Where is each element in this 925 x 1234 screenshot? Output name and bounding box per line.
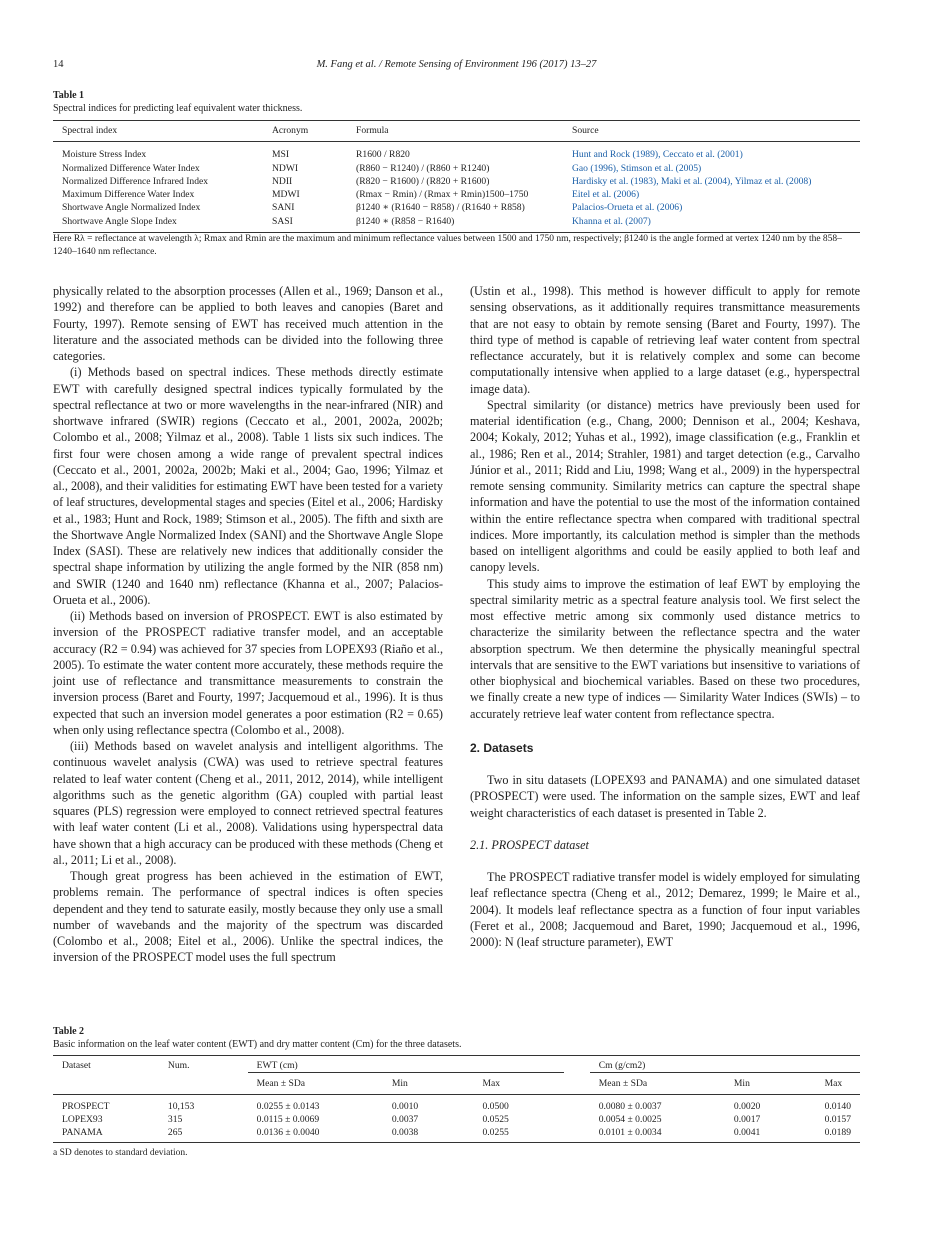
table-row	[53, 142, 860, 162]
table-cell: 0.0136 ± 0.0040	[248, 1126, 383, 1143]
table-cell: 0.0157	[824, 1113, 851, 1125]
table-row	[53, 188, 860, 201]
paragraph: physically related to the absorption processes (Allen et al., 1969; Danson et al., 1992) and therefore can be applied to both leaves and canopies (Baret and Fourty, 1997). Remote sensing of EWT has received much attention in the literature and the associated methods can be divided into the following three categories.	[53, 284, 443, 363]
table-cell-link[interactable]: Eitel et al. (2006)	[572, 189, 640, 201]
table-cell: Moisture Stress Index	[62, 149, 147, 161]
table-cell: (Rmax − Rmin) / (Rmax + Rmin)1500–1750	[356, 189, 529, 201]
table-row	[53, 215, 860, 233]
paragraph: This study aims to improve the estimation of leaf EWT by employing the spectral similarity metric as a spectral feature analysis tool. We first select the most effective metric among six commonly used distance metrics to characterize the similarity between the reflectance spectra and the water absorption spectrum. We then determine the physically meaningful spectral intervals that are sensitive to the EWT variations but insensitive to variations of other biophysical and biochemical variables. Based on these two procedures, we finally create a new type of indices — Similarity Water Indices (SWIs) – to accurately retrieve leaf water content from reflectance spectra.	[470, 576, 860, 721]
table-row	[53, 1126, 860, 1143]
table-cell: 0.0255	[473, 1126, 564, 1143]
table2-col-header: EWT (cm)	[248, 1056, 564, 1073]
paragraph: (i) Methods based on spectral indices. These methods directly estimate EWT with carefully designed spectral indices typically formulated by the spectral reflectance at two or more wavelengths in the near-infrared (NIR) and shortwave infrared (SWIR) regions (Ceccato et al., 2001, 2002a, 2002b; Colombo et al., 2008; Yilmaz et al., 2008). Table 1 lists six such indices. The first four were chosen among a wide range of prevalent spectral indices (Ceccato et al., 2001, 2002a, 2002b; Maki et al., 2004; Gao, 1996; Yilmaz et al., 2008), and their validities for estimating EWT have been tested for a variety of leaf structures, developmental stages and species (Eitel et al., 2006; Hardisky et al., 1983; Hunt and Rock, 1989; Stimson et al., 2005). The fifth and sixth are the Shortwave Angle Normalized Index (SANI) and the Shortwave Angle Slope Index (SASI). These are relatively new indices that additionally consider the spectral shape information by utilizing the angle formed by the NIR (858 nm) and SWIR (1240 and 1640 nm) reflectance (Khanna et al., 2007; Palacios-Orueta et al., 2006).	[53, 365, 443, 607]
table2-subheader: Mean ± SDa	[598, 1078, 648, 1090]
table-cell: PANAMA	[53, 1126, 159, 1143]
table-cell: SASI	[263, 215, 347, 233]
table-cell: NDII	[272, 175, 293, 187]
table1-col-header: Formula	[347, 121, 563, 142]
table2-gap	[564, 1073, 590, 1094]
table-cell: 0.0115 ± 0.0069	[256, 1113, 320, 1125]
table-cell: Normalized Difference Water Index	[62, 162, 200, 174]
paragraph: (iii) Methods based on wavelet analysis and intelligent algorithms. The continuous wavelet analysis (CWA) was used to retrieve spectral features related to leaf water content (Cheng et al., 2011, 2012, 2014), while intelligent algorithms such as the genetic algorithm (GA) coupled with partial least squares (PLS) regression were employed to connect retrieved spectral features with leaf water content (Li et al., 2008). Validations using hyperspectral data have shown that a high accuracy can be produced with these methods (Cheng et al., 2011; Li et al., 2008).	[53, 739, 443, 867]
table-cell: LOPEX93	[62, 1113, 103, 1125]
table-cell: 0.0010	[391, 1100, 419, 1112]
table-cell: 0.0500	[482, 1100, 509, 1112]
table-cell: R1600 / R820	[356, 149, 410, 161]
table1	[53, 120, 860, 233]
table-cell: 0.0140	[824, 1100, 851, 1112]
table-cell: 0.0189	[816, 1126, 860, 1143]
table-cell: 10,153	[167, 1100, 195, 1112]
table2-subheader: Max	[824, 1078, 843, 1090]
page-number: 14	[53, 59, 64, 70]
table-cell: 0.0020	[733, 1100, 761, 1112]
table-cell: PROSPECT	[62, 1100, 110, 1112]
table1-label: Table 1	[53, 90, 85, 101]
table-cell: Maximum Difference Water Index	[62, 189, 195, 201]
table-cell: 0.0080 ± 0.0037	[598, 1100, 662, 1112]
table-cell: 0.0525	[482, 1113, 509, 1125]
table-row	[53, 162, 860, 175]
table1-col-header: Acronym	[263, 121, 347, 142]
right-column	[470, 283, 860, 950]
table-cell: 0.0255 ± 0.0143	[256, 1100, 320, 1112]
paragraph: (ii) Methods based on inversion of PROSPECT. EWT is also estimated by inversion of the PROSPECT radiative transfer model, and an acceptable accuracy (R2 = 0.94) was achieved for 37 species from LOPEX93 (Riaño et al., 2005). To estimate the water content more accurately, these methods require the joint use of reflectance and transmittance measurements to constrain the inversion process (Baret and Fourty, 1997; Jacquemoud et al., 1996). It is thus expected that such an inversion model generates a poor estimation (R2 = 0.65) when only using reflectance spectra (Colombo et al., 2008).	[53, 609, 443, 737]
table-cell: 315	[167, 1113, 183, 1125]
table-row	[53, 1094, 860, 1113]
table1-header-row	[53, 121, 860, 142]
table-row	[53, 201, 860, 214]
paragraph: (Ustin et al., 1998). This method is however difficult to apply for remote sensing observations, as it additionally requires transmittance measurements that are not easy to obtain by remote sensing (Baret and Fourty, 1997). The third type of method is capable of retrieving leaf water content from spectral reflectance accurately, but it is relatively complex and some can become computationally intensive when applied to a large dataset (e.g., hyperspectral image data).	[470, 284, 860, 396]
table-cell: 0.0054 ± 0.0025	[598, 1113, 662, 1125]
table2-col-header: Cm (g/cm2)	[590, 1056, 860, 1073]
table2-subheader-row	[53, 1073, 860, 1094]
table1-col-header: Source	[563, 121, 860, 142]
table2-group-row	[53, 1056, 860, 1073]
paragraph: Spectral similarity (or distance) metrics have previously been used for material identification (e.g., Chang, 2000; Dennison et al., 2004; Keshava, 2004; Kokaly, 2012; Yuhas et al., 1992), image classification (e.g., Franklin et al., 1986; Ren et al., 2014; Strahler, 1981) and target detection (e.g., Carvalho Júnior et al., 2011; Ridd and Liu, 1998; Wang et al., 2009) in the hyperspectral remote sensing community. Similarity metrics can capture the spectral shape information and have the potential to use the most of the information contained within the entire reflectance spectra when compared with traditional spectral indices. More importantly, its calculation method is simpler than the methods based on intelligent algorithms and could be easily applied to both leaf and canopy levels.	[470, 397, 860, 575]
paragraph: Two in situ datasets (LOPEX93 and PANAMA) and one simulated dataset (PROSPECT) were used. The information on the sample sizes, EWT and leaf weight characteristics of each dataset is presented in Table 2.	[470, 773, 860, 820]
table-cell: (R860 − R1240) / (R860 + R1240)	[356, 162, 490, 174]
table-cell: NDWI	[272, 162, 299, 174]
table-row	[53, 1113, 860, 1126]
table1-note: Here Rλ = reflectance at wavelength λ; Rmax and Rmin are the maximum and minimum reflectance values between 1500 and 1750 nm, respectively; β1240 is the angle formed at vertex 1240 nm by the 858–1240–1640 nm reflectance.	[53, 234, 842, 257]
table2-subheader: Max	[482, 1078, 501, 1090]
table2-footnote: a SD denotes to standard deviation.	[53, 1148, 188, 1158]
paragraph: The PROSPECT radiative transfer model is widely employed for simulating leaf reflectance spectra (Cheng et al., 2012; Demarez, 1999; le Maire et al., 2004). It models leaf reflectance spectra as a function of four input variables (Feret et al., 2008; Jacquemoud and Baret, 1990; Jacquemoud et al., 1996, 2000): N (leaf structure parameter), EWT	[470, 870, 860, 949]
table2-label: Table 2	[53, 1026, 85, 1037]
table2-empty	[159, 1073, 248, 1094]
table-cell-link[interactable]: Khanna et al. (2007)	[563, 215, 860, 233]
table1-col-header: Spectral index	[53, 121, 263, 142]
paragraph: Though great progress has been achieved in the estimation of EWT, problems remain. The performance of spectral indices is often species dependent and they tend to saturate easily, mostly because they only use a small number of wavebands and the majority of the spectrum was discarded (Colombo et al., 2008; Eitel et al., 2006). Unlike the spectral indices, the inversion of the PROSPECT model uses the full spectrum	[53, 869, 443, 965]
table-cell: Shortwave Angle Slope Index	[53, 215, 263, 233]
table2-col-header: Dataset	[53, 1056, 159, 1073]
table-cell: 0.0101 ± 0.0034	[590, 1126, 725, 1143]
table-cell: Normalized Difference Infrared Index	[62, 175, 209, 187]
table2-gap	[564, 1126, 590, 1143]
section-heading: 2. Datasets	[470, 740, 534, 755]
table-cell-link[interactable]: Hunt and Rock (1989), Ceccato et al. (2001)	[572, 149, 743, 161]
table-cell: 265	[159, 1126, 248, 1143]
table2	[53, 1055, 860, 1143]
table2-gap	[564, 1113, 590, 1126]
table2-title: Basic information on the leaf water content (EWT) and dry matter content (Cm) for the three datasets.	[53, 1039, 462, 1050]
table-cell: β1240 ∗ (R1640 − R858) / (R1640 + R858)	[356, 202, 525, 214]
table1-caption	[53, 89, 302, 115]
table2-subheader: Mean ± SDa	[256, 1078, 306, 1090]
left-column	[53, 283, 443, 966]
table2-empty	[53, 1073, 159, 1094]
table-cell: β1240 ∗ (R858 − R1640)	[347, 215, 563, 233]
table2-caption	[53, 1025, 461, 1051]
table-cell: 0.0037	[391, 1113, 419, 1125]
table2-gap	[564, 1056, 590, 1073]
table2-col-header: Num.	[159, 1056, 248, 1073]
table-cell: MDWI	[272, 189, 300, 201]
table-cell: 0.0041	[725, 1126, 816, 1143]
table-cell: SANI	[272, 202, 295, 214]
table-cell: (R820 − R1600) / (R820 + R1600)	[356, 175, 490, 187]
table2-gap	[564, 1094, 590, 1113]
table-cell: 0.0017	[733, 1113, 761, 1125]
table-cell: 0.0038	[383, 1126, 474, 1143]
subsection-heading: 2.1. PROSPECT dataset	[470, 837, 589, 852]
table-cell-link[interactable]: Gao (1996), Stimson et al. (2005)	[572, 162, 702, 174]
table-cell-link[interactable]: Hardisky et al. (1983), Maki et al. (2004), Yilmaz et al. (2008)	[572, 175, 812, 187]
table-cell-link[interactable]: Palacios-Orueta et al. (2006)	[572, 202, 683, 214]
table-row	[53, 175, 860, 188]
table-cell: MSI	[272, 149, 290, 161]
table-cell: Shortwave Angle Normalized Index	[62, 202, 201, 214]
journal-citation: M. Fang et al. / Remote Sensing of Environment 196 (2017) 13–27	[316, 59, 597, 70]
table2-subheader: Min	[391, 1078, 408, 1090]
table2-subheader: Min	[733, 1078, 750, 1090]
table1-title: Spectral indices for predicting leaf equivalent water thickness.	[53, 103, 303, 114]
